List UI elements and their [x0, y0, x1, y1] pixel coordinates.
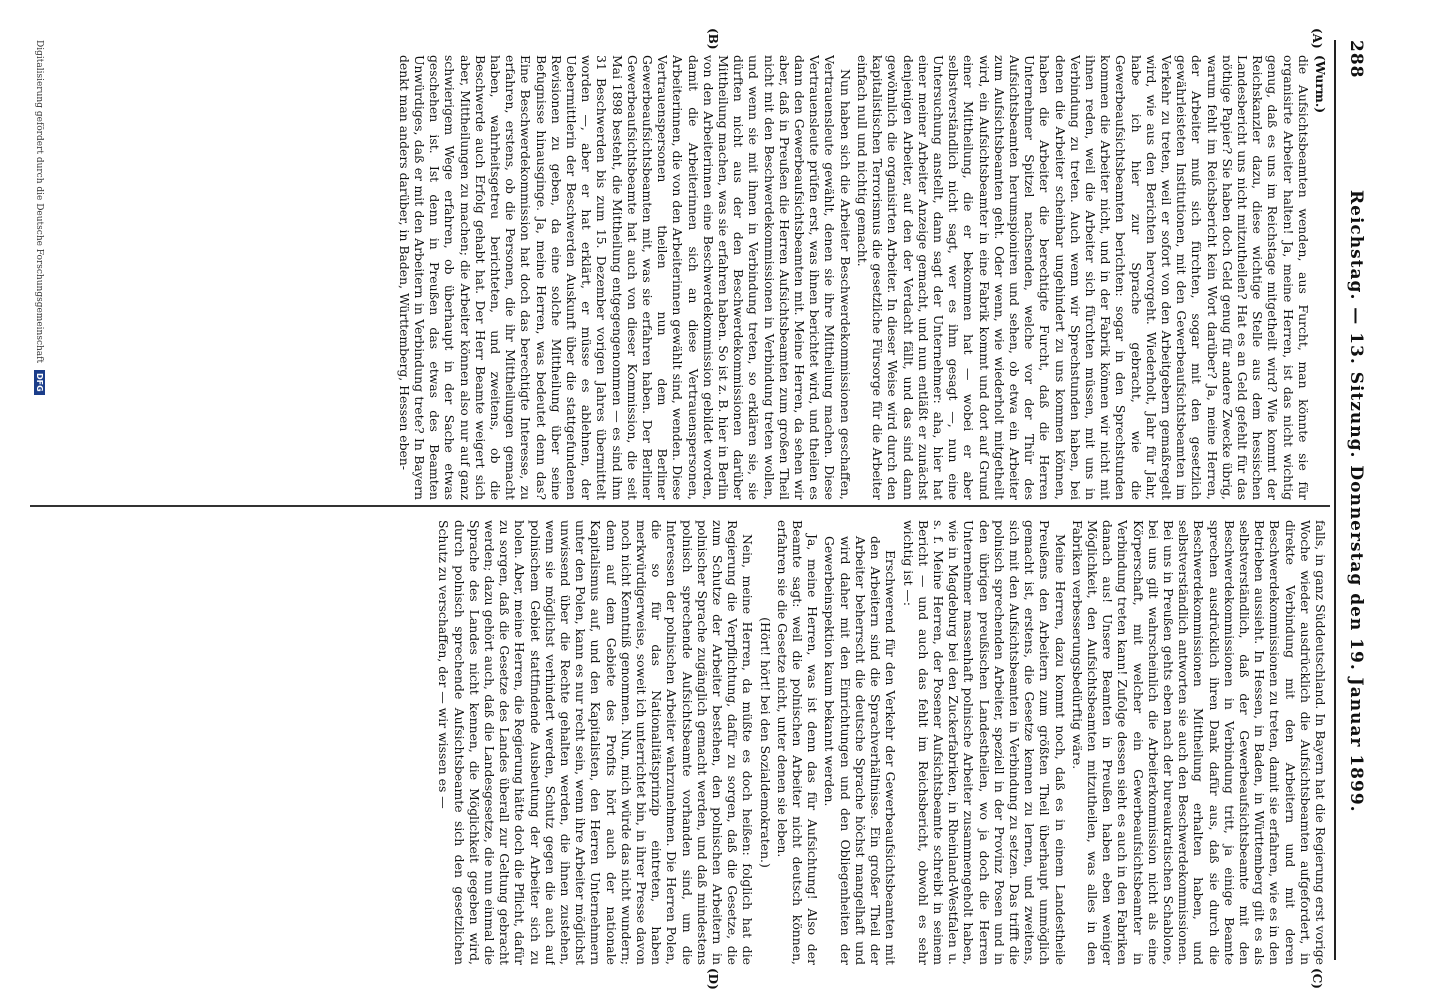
footer-credit: Digitalisierung gefördert durch die Deutsche Forschungsgemeinschaft [34, 40, 44, 364]
page-header [1338, 40, 1366, 960]
page-title: Reichstag. — 13. Sitzung. Donnerstag den 19. Januar 1899. [1346, 190, 1366, 813]
paragraph: Ja, meine Herren, was ist denn das für Aufsichtung! Also der Beamte sagt: weil die polnischen Arbeiter nicht deutsch können, erfahren sie die Gesetze nicht, unter denen sie leben. [774, 520, 821, 965]
margin-marker-c: (C) [1310, 968, 1324, 989]
margin-marker-b: (B) [706, 28, 720, 50]
column-divider [30, 505, 1330, 507]
header-rule [1334, 40, 1336, 960]
left-column [28, 55, 1328, 500]
margin-marker-d: (D) [706, 968, 720, 990]
paragraph: falls, in ganz Süddeutschland. In Bayern hat die Regierung erst vorige Woche wieder ausdrücklich die Aufsichtsbeamten aufgefordert, in direkte Verbindung mit den Arbeitern und mit deren Beschwerdekommissionen zu treten, damit sie erfahren, wie es in den Betrieben aussieht. In Hessen, in Baden, in Württemberg gilt es als selbstverständlich, daß der Gewerbeaufsichtsbeamte mit den Beschwerdekommissionen in Verbindung tritt, ja einige Beamte sprechen ausdrücklich ihren Dank dafür aus, daß sie durch die Beschwerdekommissionen Mittheilung erhalten haben, und selbstverständlich antworten sie auch den Beschwerdekommissionen. Bei uns in Preußen gehts eben nach der bureaukratischen Schablone, bei uns gilt wahrscheinlich die Arbeiterkommission nicht als eine Körperschaft, mit welcher ein Gewerbeaufsichtsbeamter in Verbindung treten kann! Zufolge dessen sieht es auch in den Fabriken danach aus! Unsere Beamten in Preußen haben eben weniger Möglichkeit, den Aufsichtsbeamten mitzutheilen, was alles in den Fabriken verbesserungsbedürftig wäre. [1069, 520, 1328, 965]
paragraph: Nun haben sich die Arbeiter Beschwerdekommissionen geschaffen, Vertrauensleute gewählt, denen sie ihre Mittheilung machen. Diese Vertrauensleute prüfen erst, was ihnen berichtet wird, und theilen es dann den Gewerbeaufsichtsbeamten mit. Meine Herren, da sehen wir aber, daß in Preußen die Herren Aufsichtsbeamten zum großen Theil nicht mit den Beschwerdekommissionen in Verbindung treten wollen, und wenn sie mit ihnen in Verbindung treten, so erklären sie, sie dürften nicht aus der den Beschwerdekommissionen darüber Mittheilung machen, was sie erfahren haben. So ist z. B. hier in Berlin von den Arbeiterinnen eine Beschwerdekommission gebildet worden, damit die Arbeiterinnen sich an diese Vertrauenspersonen, Arbeiterinnen, die von den Arbeiterinnen gewählt sind, wenden. Diese Vertrauenspersonen theilen nun dem Berliner Gewerbeaufsichtsbeamten mit, was sie erfahren haben. Der Berliner Gewerbeaufsichtsbeamte hat auch von dieser Kommission, die seit Mai 1898 besteht, die Mittheilung entgegengenommen — es sind ihm 31 Beschwerden bis zum 15. Dezember vorigen Jahres übermittelt worden —, aber er hat erklärt, er müsse es ablehnen, der Uebermittlerin der Beschwerden Auskunft über die stattgefundenen Revisionen zu geben, da eine solche Mittheilung über seine Befugnisse hinausginge. Ja, meine Herren, was bedeutet denn das? Eine Beschwerdekommission hat doch das berechtigte Interesse, zu erfahren, erstens, ob die Personen, die ihr Mittheilungen gemacht haben, wahrheitsgetreu berichteten, und zweitens, ob die Beschwerde auch Erfolg gehabt hat. Der Herr Beamte weigert sich aber, Mittheilungen zu machen; die Arbeiter können also nur auf ganz schwierigem Wege erfahren, ob überhaupt in der Sache etwas geschehen ist. Ist denn in Preußen das etwas des Beamten Unwürdiges, daß er mit den Arbeitern in Verbindung trete? In Bayern denkt man anders darüber, in Baden, Württemberg, Hessen eben- [396, 55, 853, 500]
dfg-logo: DFG [34, 370, 45, 395]
speaker-label: (Wurm.) [1313, 55, 1328, 114]
page-number: 288 [1346, 40, 1366, 79]
margin-marker-a: (A) [1310, 28, 1324, 49]
right-column [28, 520, 1328, 965]
paragraph: Meine Herren, dazu kommt noch, daß es in einem Landestheile Preußens den Arbeitern zum größten Theil überhaupt unmöglich gemacht ist, erstens, die Gesetze kennen zu lernen, und zweitens, sich mit den Aufsichtsbeamten in Verbindung zu setzen. Das trifft die polnisch sprechenden Arbeiter, speziell in der Provinz Posen und in den übrigen preußischen Landestheilen, wo ja doch die Herren Unternehmer massenhaft polnische Arbeiter zusammengeholt haben, wie in Magdeburg bei den Zuckerfabriken, in Rheinland-Westfalen u. s. f. Meine Herren, der Posener Aufsichtsbeamte schreibt in seinem Bericht — und auch das fehlt im Reichsbericht, obwohl es sehr wichtig ist —: [900, 520, 1068, 965]
page-footer [34, 40, 45, 395]
interjection: (Hört! hört! bei den Sozialdemokraten.) [757, 617, 773, 868]
quoted-paragraph: Erschwerend für den Verkehr der Gewerbeaufsichtsbeamten mit den Arbeitern sind die Sprachverhältnisse. Ein großer Theil der Arbeiter beherrscht die deutsche Sprache höchst mangelhaft und wird daher mit den Einrichtungen und den Obliegenheiten der Gewerbeinspektion kaum bekannt werden. [822, 536, 899, 965]
paragraph: die Aufsichtsbeamten wenden, aus Furcht, man könnte sie für organisirte Arbeiter halten! Ja, meine Herren, ist das nicht wichtig genug, daß es uns im Reichstage mitgetheilt wird? Wie kommt der Reichskanzler dazu, diese wichtige Stelle aus dem hessischen Landesbericht uns nicht mitzutheilen? Hat es an Geld gefehlt für das nöthige Papier? Sie haben doch Geld genug für andere Zwecke übrig, warum fehlt im Reichsbericht kein Wort darüber? Ja, meine Herren, der Arbeiter muß sich fürchten, sogar mit den gesetzlich gewährleisteten Institutionen, mit den Gewerbeaufsichtsbeamten im Verkehr zu treten, weil er sofort von den Arbeitgebern gemaßregelt wird, wie aus den Berichten hervorgeht. Wiederholt, Jahr für Jahr, habe ich hier zur Sprache gebracht, wie die Gewerbeaufsichtsbeamten berichten: sogar in den Sprechstunden kommen die Arbeiter nicht, und in der Fabrik können wir nicht mit ihnen reden, weil die Arbeiter sich fürchten müssen, mit uns in Verbindung zu treten. Auch wenn wir Sprechstunden haben, bei denen die Arbeiter scheinbar ungehindert zu uns kommen können, haben die Arbeiter die berechtigte Furcht, daß die Herren Unternehmer Spitzel nachsenden, welche vor der Thür des Aufsichtsbeamten herumspioniren und sehen, ob etwa ein Arbeiter zum Aufsichtsbeamten geht. Oder wenn, wie wiederholt mitgetheilt wird, ein Aufsichtsbeamter in eine Fabrik kommt und dort auf Grund einer Mittheilung, die er bekommen hat — wobei er aber selbstverständlich nicht sagt, wer es ihm gesagt —, nun eine Untersuchung anstellt, dann sagt der Unternehmer: aha, hier hat einer meiner Arbeiter Anzeige gemacht, und nun entläßt er zunächst denjenigen Arbeiter, auf den der Verdacht fällt, und das sind dann gewöhnlich die organisirten Arbeiter. In dieser Weise wird durch den kapitalistischen Terrorismus die gesetzliche Fürsorge für die Arbeiter einfach null und nichtig gemacht. [854, 55, 1311, 500]
paragraph: Nein, meine Herren, da müßte es doch heißen: folglich hat die Regierung die Verpflichtung, dafür zu sorgen, daß die Gesetze, die zum Schutze der Arbeiter bestehen, den polnischen Arbeitern in polnischer Sprache zugänglich gemacht werden, und daß mindestens polnisch sprechende Aufsichtsbeamte vorhanden sind, um die Interessen der polnischen Arbeiter wahrzunehmen. Die Herren Polen, die so für das Nationalitätsprinzip eintreten, haben merkwürdigerweise, soweit ich unterrichtet bin, in ihrer Presse davon noch nicht Kenntniß genommen. Nun, mich würde das nicht wundern; denn auf dem Gebiete des Profits hört auch der nationale Kapitalismus auf, und den Kapitalisten, den Herren Unternehmern unter den Polen, kann es nur recht sein, wenn ihre Arbeiter möglichst unwissend über die Rechte gehalten werden, die ihnen zustehen, wenn sie möglichst verhindert werden, Schutz gegen die auch auf polnischem Gebiet stattfindende Ausbeutung der Arbeiter sich zu holen. Aber, meine Herren, die Regierung hätte doch die Pflicht, dafür zu sorgen, daß die Gesetze des Landes überall zur Geltung gebracht werden; dazu gehört auch, daß die Landesgesetze, die nun einmal die Sprache des Landes nicht kennen, die Möglichkeit gegeben wird, durch polnisch sprechende Aufsichtsbeamte sich den gesetzlichen Schutz zu verschaffen, der — wir wissen es — [436, 520, 756, 965]
